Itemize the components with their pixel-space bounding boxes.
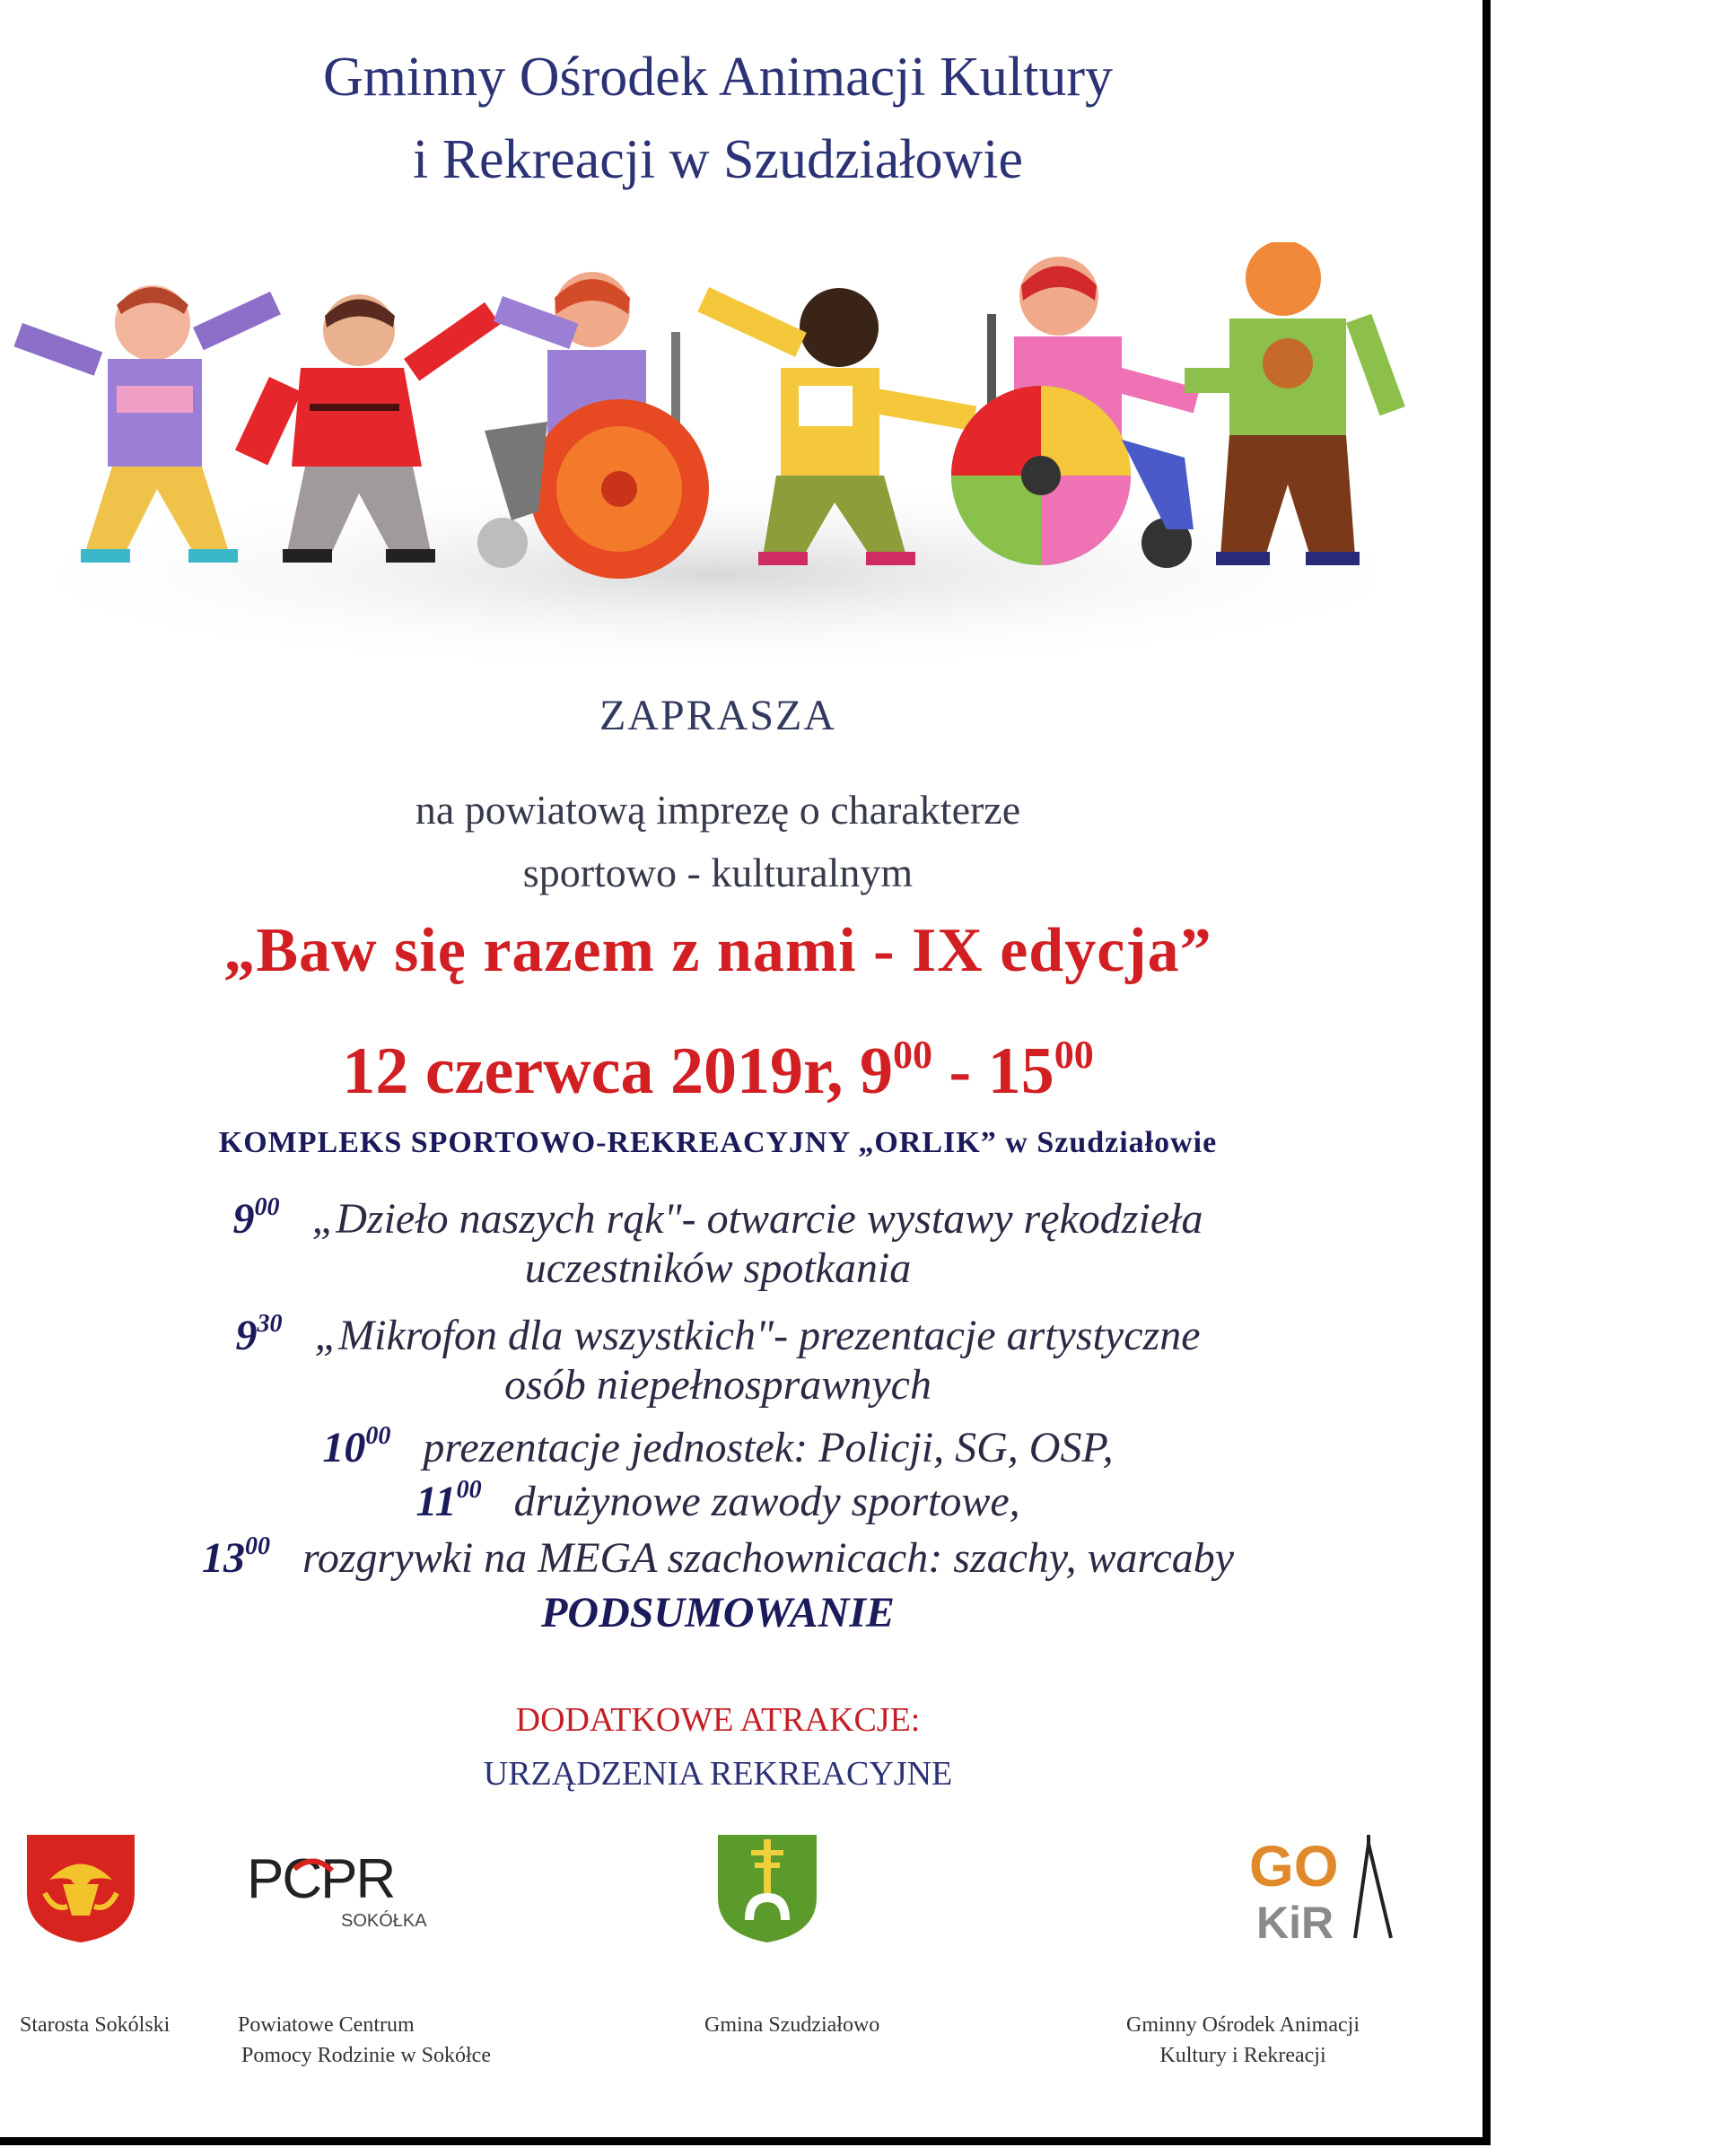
starosta-coat-of-arms-icon bbox=[22, 1830, 139, 1947]
pcpr-logo-subtext: SOKÓŁKA bbox=[341, 1911, 427, 1931]
event-description bbox=[0, 779, 1436, 904]
program-text-4: drużynowe zawody sportowe, bbox=[513, 1478, 1020, 1525]
program-time-5: $13^{00}$ bbox=[201, 1532, 270, 1582]
program-text-5: rozgrywki na MEGA szachownicach: szachy, warcaby bbox=[302, 1534, 1235, 1582]
event-title: „Baw się razem z nami - IX edycja” bbox=[223, 916, 1212, 985]
program-item-2 bbox=[0, 1310, 1436, 1410]
program-item-4 bbox=[0, 1476, 1436, 1526]
gokir-logo-top: GO bbox=[1249, 1834, 1339, 1899]
end-minutes: 00 bbox=[1054, 1033, 1094, 1077]
sponsor-caption-2: Powiatowe Centrum Pomocy Rodzinie w Sokółce bbox=[238, 2013, 491, 2067]
sponsor-caption-4: Gminny Ośrodek Animacji Kultury i Rekreacji bbox=[1126, 2013, 1360, 2067]
gokir-logo bbox=[1247, 1830, 1400, 1947]
sponsor-caption-3: Gmina Szudziałowo bbox=[704, 2013, 880, 2037]
gokir-logo-bottom: KiR bbox=[1256, 1898, 1334, 1947]
program-summary: PODSUMOWANIE bbox=[541, 1589, 895, 1637]
time-separator: - bbox=[949, 1034, 972, 1108]
organizer-line-2: i Rekreacji w Szudziałowie bbox=[412, 129, 1024, 190]
pcpr-logo-text: PCPR bbox=[247, 1848, 395, 1910]
extras-item: URZĄDZENIA REKREACYJNE bbox=[483, 1755, 953, 1793]
child-figure-5-wheelchair bbox=[951, 257, 1200, 568]
child-figure-3-wheelchair bbox=[477, 272, 709, 579]
start-minutes: 00 bbox=[893, 1033, 933, 1077]
start-hour: 9 bbox=[860, 1034, 894, 1108]
event-date bbox=[0, 1032, 1436, 1110]
extras-title: DODATKOWE ATRAKCJE: bbox=[515, 1701, 921, 1739]
date-text: 12 czerwca 2019r, bbox=[342, 1034, 844, 1108]
program-time-2: $9^{30}$ bbox=[235, 1310, 283, 1359]
program-text-2: „Mikrofon dla wszystkich"- prezentacje artystyczne bbox=[314, 1312, 1201, 1359]
organizer-header bbox=[0, 36, 1436, 201]
program-text-2-cont: osób niepełnosprawnych bbox=[504, 1361, 931, 1409]
program-item-3 bbox=[0, 1422, 1436, 1472]
event-description-line-1: na powiatową imprezę o charakterze bbox=[415, 787, 1021, 833]
program-item-5 bbox=[0, 1532, 1436, 1583]
gmina-szudzialowo-coat-of-arms-icon bbox=[713, 1830, 821, 1947]
program-text-1-cont: uczestników spotkania bbox=[524, 1244, 912, 1292]
program-time-4: $11^{00}$ bbox=[415, 1476, 482, 1525]
program-time-1: $9^{00}$ bbox=[232, 1193, 280, 1243]
end-hour: 15 bbox=[987, 1034, 1054, 1108]
program-time-3: $10^{00}$ bbox=[322, 1422, 391, 1471]
program-item-1 bbox=[0, 1193, 1436, 1293]
children-illustration bbox=[0, 242, 1436, 745]
sponsor-caption-1: Starosta Sokólski bbox=[20, 2013, 171, 2037]
program-text-3: prezentacje jednostek: Policji, SG, OSP, bbox=[423, 1424, 1114, 1471]
event-description-line-2: sportowo - kulturalnym bbox=[522, 850, 914, 895]
event-venue: KOMPLEKS SPORTOWO-REKREACYJNY „ORLIK” w Szudziałowie bbox=[218, 1126, 1218, 1159]
organizer-line-1: Gminny Ośrodek Animacji Kultury bbox=[323, 47, 1113, 108]
program-text-1: „Dzieło naszych rąk"- otwarcie wystawy rękodzieła bbox=[311, 1195, 1203, 1243]
pcpr-logo bbox=[242, 1844, 449, 1933]
invite-heading: ZAPRASZA bbox=[599, 692, 837, 739]
